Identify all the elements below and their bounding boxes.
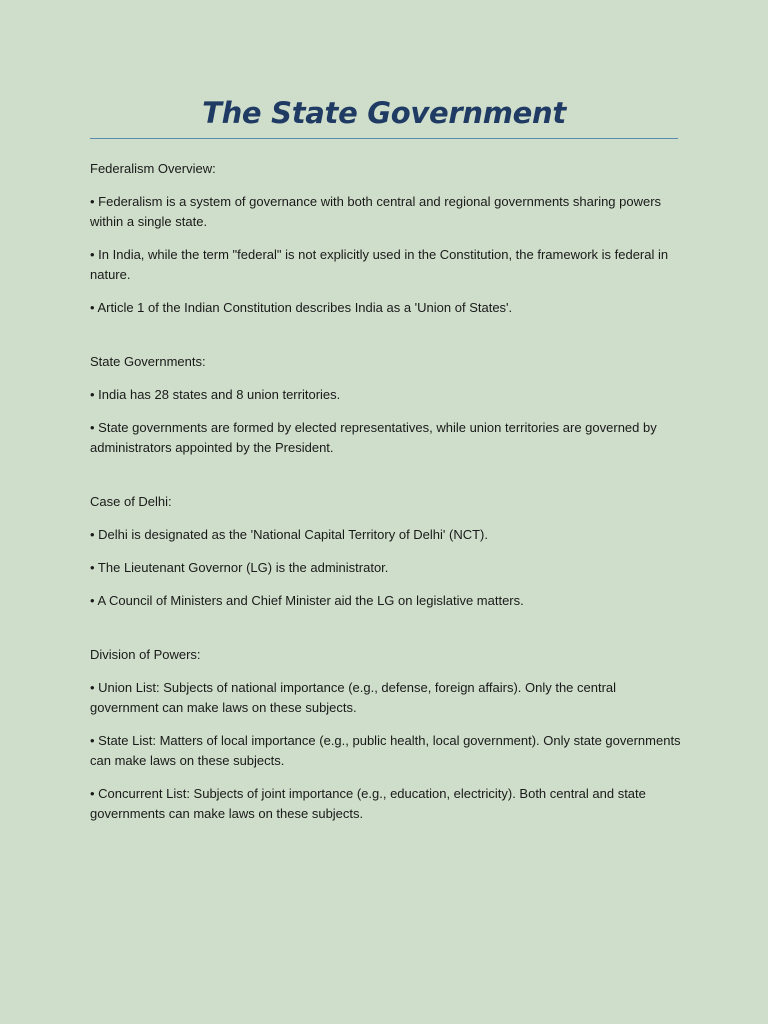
section-heading: Case of Delhi: bbox=[90, 494, 172, 509]
bullet-item: • Union List: Subjects of national importance (e.g., defense, foreign affairs). Only the central government can make laws on these subjects. bbox=[90, 680, 617, 715]
section-heading: Division of Powers: bbox=[90, 647, 201, 662]
bullet-item: • State governments are formed by elected representatives, while union territories are governed by administrators appointed by the President. bbox=[90, 420, 657, 455]
bullet-item: • India has 28 states and 8 union territories. bbox=[90, 387, 341, 402]
section-state-governments bbox=[90, 352, 678, 458]
bullet-item: • Article 1 of the Indian Constitution describes India as a 'Union of States'. bbox=[90, 300, 513, 315]
section-division-of-powers bbox=[90, 645, 681, 824]
bullet-item: • Delhi is designated as the 'National Capital Territory of Delhi' (NCT). bbox=[90, 527, 488, 542]
section-heading: Federalism Overview: bbox=[90, 161, 216, 176]
bullet-item: • Federalism is a system of governance with both central and regional governments sharing powers within a single state. bbox=[90, 194, 662, 229]
section-heading: State Governments: bbox=[90, 354, 206, 369]
bullet-item: • State List: Matters of local importance (e.g., public health, local government). Only state governments can make laws on these subjects. bbox=[90, 733, 681, 768]
title-divider bbox=[90, 138, 678, 139]
section-case-of-delhi bbox=[90, 492, 678, 611]
bullet-item: • In India, while the term "federal" is not explicitly used in the Constitution, the framework is federal in nature. bbox=[90, 247, 669, 282]
bullet-item: • The Lieutenant Governor (LG) is the administrator. bbox=[90, 560, 389, 575]
bullet-item: • A Council of Ministers and Chief Minister aid the LG on legislative matters. bbox=[90, 593, 524, 608]
section-federalism-overview bbox=[90, 159, 678, 318]
bullet-item: • Concurrent List: Subjects of joint importance (e.g., education, electricity). Both central and state governments can make laws on these subjects. bbox=[90, 786, 646, 821]
page-title: The State Government bbox=[202, 96, 566, 130]
